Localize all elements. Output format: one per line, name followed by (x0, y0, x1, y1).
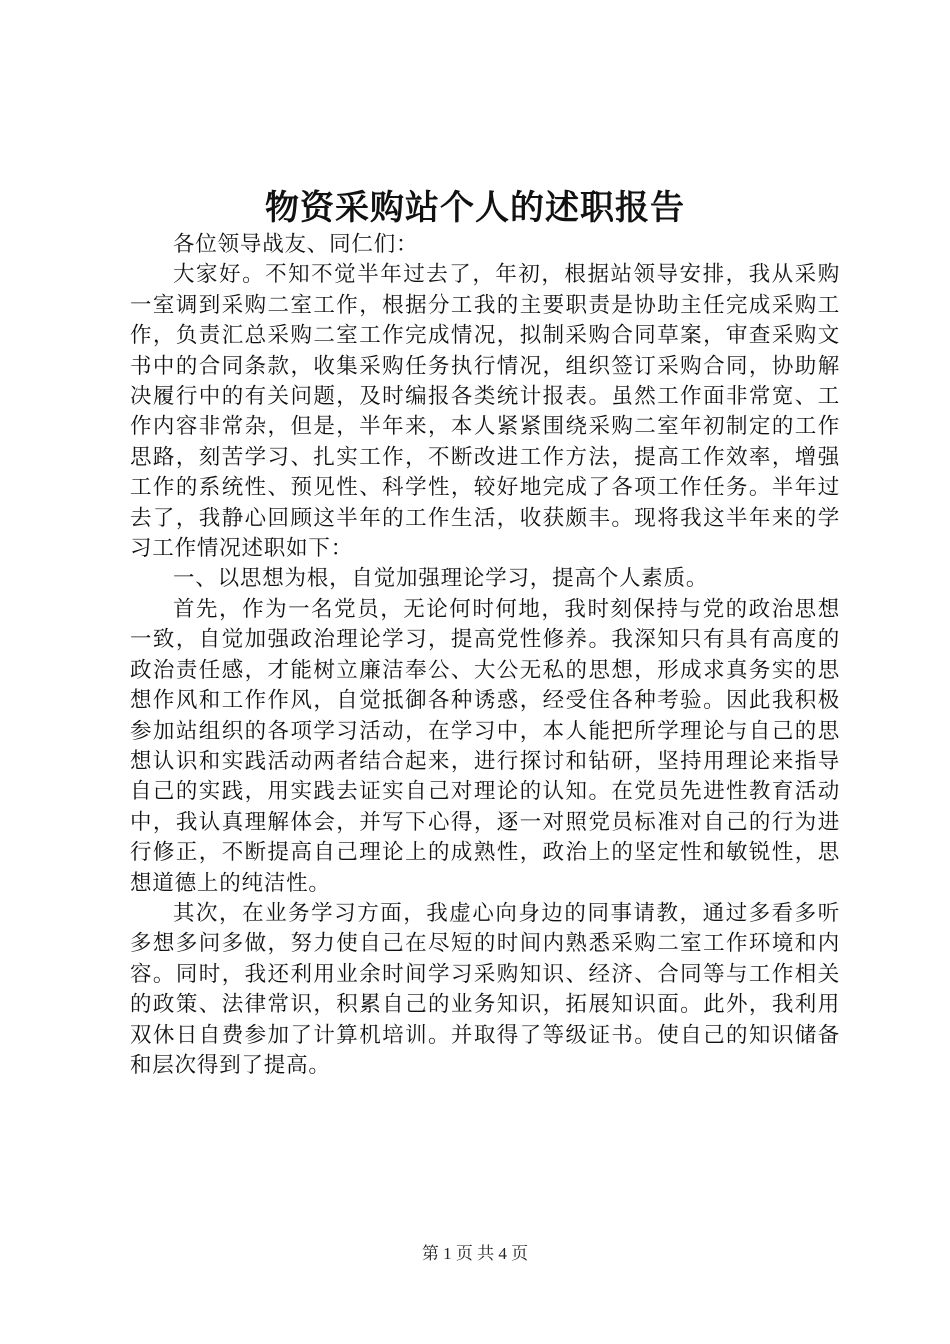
document-body (130, 230, 840, 1081)
document-title: 物资采购站个人的述职报告 (265, 188, 685, 228)
paragraph-business-study: 其次，在业务学习方面，我虚心向身边的同事请教，通过多看多听多想多问多做，努力使自己在尽短的时间内熟悉采购二室工作环境和内容。同时，我还利用业余时间学习采购知识、经济、合同等与工作相关的政策、法律常识，积累自己的业务知识，拓展知识面。此外，我利用双休日自费参加了计算机培训。并取得了等级证书。使自己的知识储备和层次得到了提高。 (130, 900, 840, 1078)
page-number-footer: 第 1 页 共 4 页 (421, 1244, 529, 1263)
paragraph-greeting: 各位领导战友、同仁们： (173, 232, 419, 257)
section-heading-1: 一、以思想为根，自觉加强理论学习，提高个人素质。 (173, 566, 709, 592)
paragraph-political-study: 首先，作为一名党员，无论何时何地，我时刻保持与党的政治思想一致，自觉加强政治理论学习，提高党性修养。我深知只有具有高度的政治责任感，才能树立廉洁奉公、大公无私的思想，形成求真务实的思想作风和工作作风，自觉抵御各种诱惑，经受住各种考验。因此我积极参加站组织的各项学习活动，在学习中，本人能把所学理论与自己的思想认识和实践活动两者结合起来，进行探讨和钻研，坚持用理论来指导自己的实践，用实践去证实自己对理论的认知。在党员先进性教育活动中，我认真理解体会，并写下心得，逐一对照党员标准对自己的行为进行修正，不断提高自己理论上的成熟性，政治上的坚定性和敏锐性，思想道德上的纯洁性。 (130, 596, 840, 896)
paragraph-intro: 大家好。不知不觉半年过去了，年初，根据站领导安排，我从采购一室调到采购二室工作，根据分工我的主要职责是协助主任完成采购工作，负责汇总采购二室工作完成情况，拟制采购合同草案，审查采购文书中的合同条款，收集采购任务执行情况，组织签订采购合同，协助解决履行中的有关问题，及时编报各类统计报表。虽然工作面非常宽、工作内容非常杂，但是，半年来，本人紧紧围绕采购二室年初制定的工作思路，刻苦学习、扎实工作，不断改进工作方法，提高工作效率，增强工作的系统性、预见性、科学性，较好地完成了各项工作任务。半年过去了，我静心回顾这半年的工作生活，收获颇丰。现将我这半年来的学习工作情况述职如下： (130, 262, 840, 562)
